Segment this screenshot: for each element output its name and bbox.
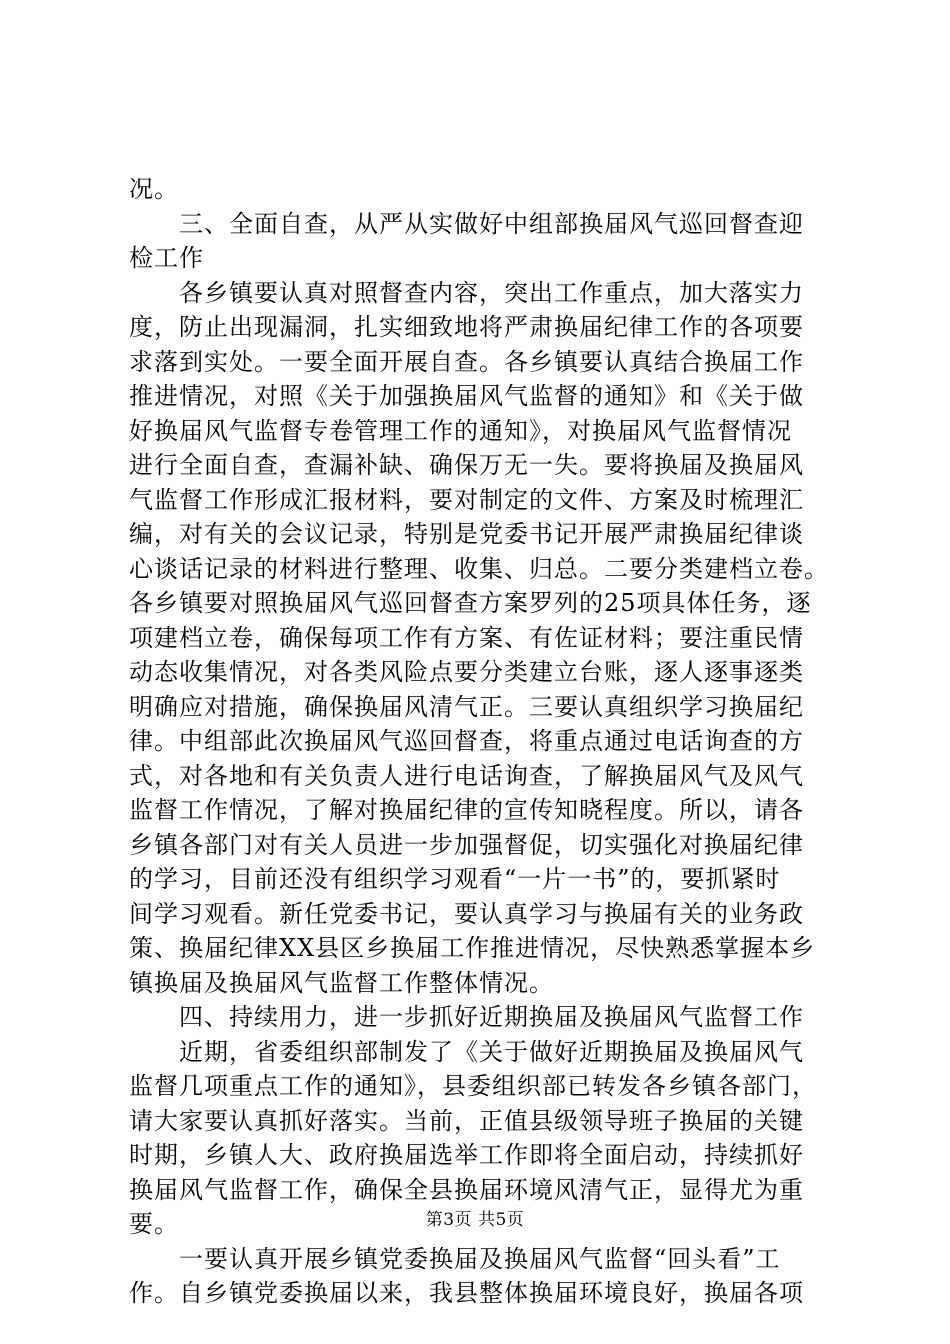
text-line: 策、换届纪律XX县区乡换届工作推进情况，尽快熟悉掌握本乡 [129,934,816,962]
text-line: 求落到实处。一要全面开展自查。各乡镇要认真结合换届工作 [129,347,804,376]
text-line: 四、持续用力，进一步抓好近期换届及换届风气监督工作 [129,1003,804,1031]
text-line: 的学习，目前还没有组织学习观看“一片一书”的，要抓紧时 [129,865,781,893]
text-line: 监督几项重点工作的通知》，县委组织部已转发各乡镇各部门， [129,1072,817,1100]
text-line: 三、全面自查，从严从实做好中组部换届风气巡回督查迎 [129,209,804,238]
text-line: 好换届风气监督专卷管理工作的通知》，对换届风气监督情况 [129,416,792,445]
text-line: 各乡镇要对照换届风气巡回督查方案罗列的25项具体任务，逐 [129,589,812,617]
text-line: 检工作 [129,244,204,272]
text-line: 一要认真开展乡镇党委换届及换届风气监督“回头看”工 [129,1244,781,1273]
text-line: 近期，省委组织部制发了《关于做好近期换届及换届风气 [129,1037,804,1066]
text-line: 心谈话记录的材料进行整理、收集、归总。二要分类建档立卷。 [129,554,829,583]
text-line: 乡镇各部门对有关人员进一步加强督促，切实强化对换届纪律 [129,830,804,859]
text-line: 换届风气监督工作，确保全县换届环境风清气正，显得尤为重 [129,1175,804,1204]
text-line: 况。 [129,175,179,203]
text-line: 作。自乡镇党委换届以来，我县整体换届环境良好，换届各项 [129,1279,804,1307]
text-line: 度，防止出现漏洞，扎实细致地将严肃换届纪律工作的各项要 [129,313,804,341]
text-line: 律。中组部此次换届风气巡回督查，将重点通过电话询查的方 [129,727,804,755]
text-line: 要。 [129,1210,179,1238]
text-line: 各乡镇要认真对照督查内容，突出工作重点，加大落实力 [129,278,804,307]
text-line: 动态收集情况，对各类风险点要分类建立台账，逐人逐事逐类 [129,658,804,686]
text-line: 气监督工作形成汇报材料，要对制定的文件、方案及时梳理汇 [129,485,804,514]
text-line: 镇换届及换届风气监督工作整体情况。 [129,968,554,997]
text-line: 时期，乡镇人大、政府换届选举工作即将全面启动，持续抓好 [129,1141,804,1169]
page-footer: 第3页 共5页 [425,1210,525,1230]
text-line: 监督工作情况，了解对换届纪律的宣传知晓程度。所以，请各 [129,796,804,824]
text-line: 项建档立卷，确保每项工作有方案、有佐证材料；要注重民情 [129,623,804,652]
text-line: 间学习观看。新任党委书记，要认真学习与换届有关的业务政 [129,899,804,928]
text-line: 式，对各地和有关负责人进行电话询查，了解换届风气及风气 [129,761,804,790]
text-line: 编，对有关的会议记录，特别是党委书记开展严肃换届纪律谈 [129,520,804,548]
text-line: 明确应对措施，确保换届风清气正。三要认真组织学习换届纪 [129,692,804,721]
text-line: 请大家要认真抓好落实。当前，正值县级领导班子换届的关键 [129,1106,804,1135]
text-line: 推进情况，对照《关于加强换届风气监督的通知》和《关于做 [129,382,804,410]
body-text [129,172,829,1311]
text-line: 进行全面自查，查漏补缺、确保万无一失。要将换届及换届风 [129,451,804,479]
